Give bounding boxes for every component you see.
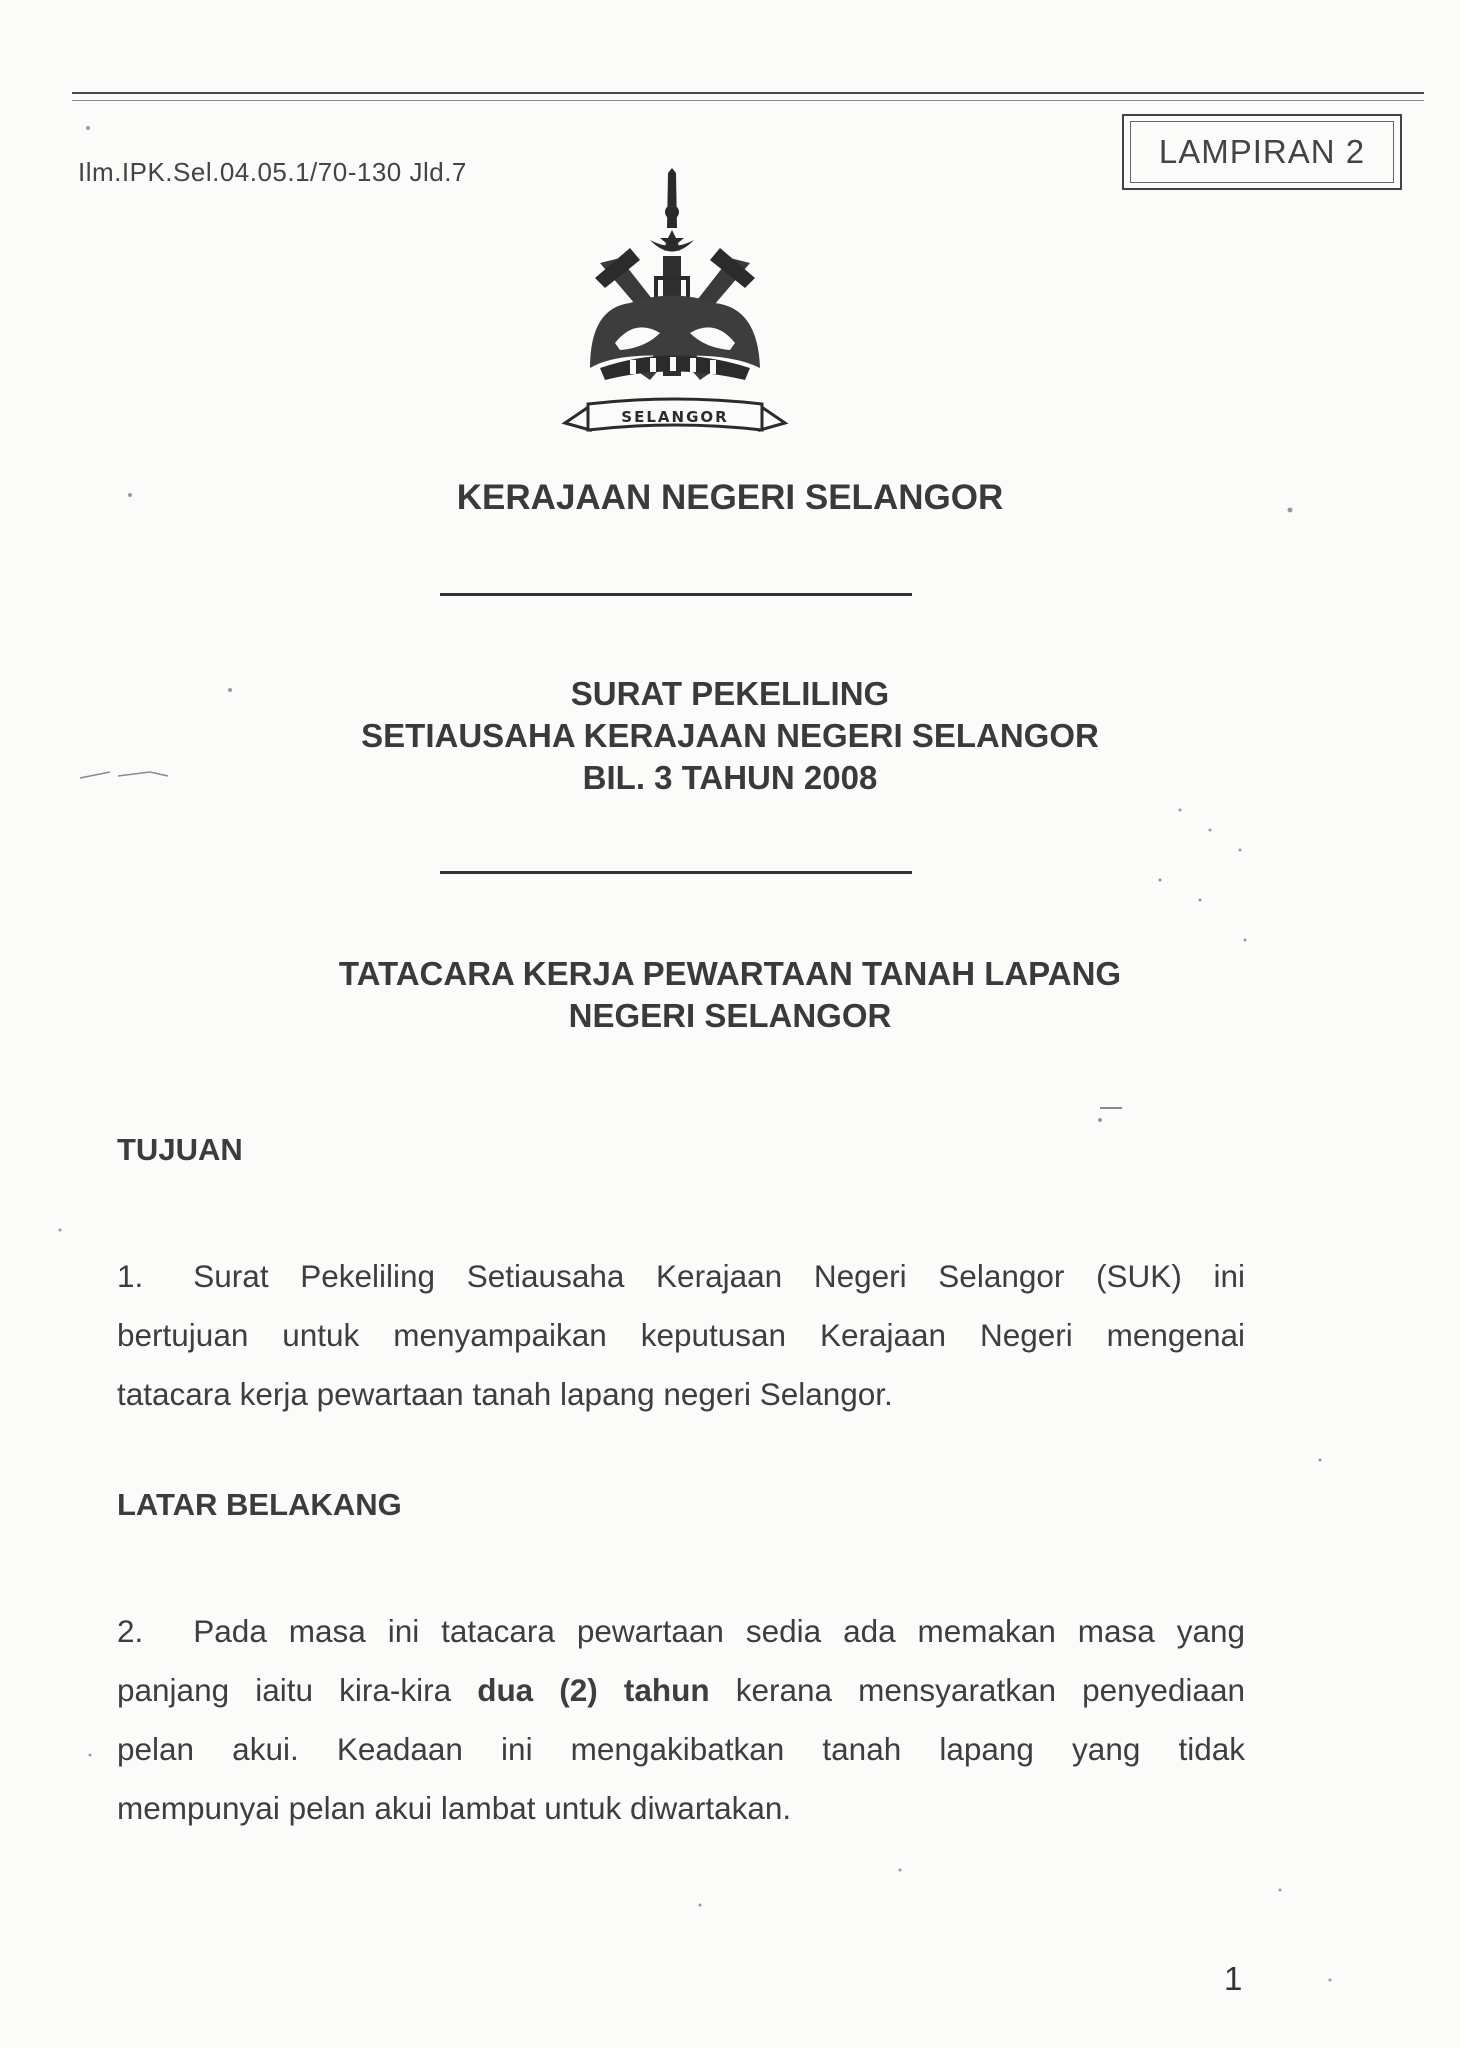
- paragraph-text: panjang iaitu kira-kira: [117, 1672, 478, 1708]
- selangor-crest-icon: [560, 168, 790, 448]
- top-border-rule: [72, 92, 1424, 94]
- paragraph-2: [117, 1602, 1245, 1838]
- page-number: 1: [1224, 1960, 1243, 1997]
- paragraph-number: 1.: [117, 1258, 144, 1294]
- subject-line1: TATACARA KERJA PEWARTAAN TANAH LAPANG: [338, 955, 1122, 992]
- paragraph-text: kerana mensyaratkan penyediaan: [709, 1672, 1245, 1708]
- top-border-rule-thin: [72, 100, 1424, 101]
- paragraph-1: [117, 1247, 1245, 1424]
- paragraph-2-line4: mempunyai pelan akui lambat untuk diwartakan.: [117, 1790, 792, 1826]
- government-title: KERAJAAN NEGERI SELANGOR: [456, 478, 1004, 517]
- lampiran-box: [1122, 114, 1402, 190]
- circular-divider: [440, 871, 912, 874]
- title-divider: [440, 593, 912, 596]
- paragraph-2-line3: pelan akui. Keadaan ini mengakibatkan tanah lapang yang tidak: [117, 1731, 1245, 1767]
- circular-number: BIL. 3 TAHUN 2008: [582, 759, 878, 796]
- section-heading-latar-belakang: LATAR BELAKANG: [117, 1487, 402, 1522]
- crest-banner-text: SELANGOR: [621, 408, 729, 426]
- paragraph-number: 2.: [117, 1613, 144, 1649]
- paragraph-text: Pada masa ini tatacara pewartaan sedia ada memakan masa yang: [193, 1613, 1245, 1649]
- reference-number: Ilm.IPK.Sel.04.05.1/70-130 Jld.7: [78, 157, 467, 187]
- circular-title-line2: SETIAUSAHA KERAJAAN NEGERI SELANGOR: [361, 717, 1099, 754]
- paragraph-text: Surat Pekeliling Setiausaha Kerajaan Negeri Selangor (SUK) ini: [193, 1258, 1245, 1294]
- lampiran-label: LAMPIRAN 2: [1130, 121, 1394, 183]
- paragraph-1-line2: bertujuan untuk menyampaikan keputusan Kerajaan Negeri mengenai: [117, 1317, 1245, 1353]
- paragraph-bold-text: dua (2) tahun: [477, 1672, 710, 1708]
- paragraph-1-line3: tatacara kerja pewartaan tanah lapang negeri Selangor.: [117, 1376, 893, 1412]
- circular-title-line1: SURAT PEKELILING: [570, 675, 890, 712]
- paragraph-1-line1: [117, 1247, 1245, 1306]
- paragraph-2-line1: [117, 1602, 1245, 1661]
- paragraph-2-line2: [117, 1661, 1245, 1720]
- section-heading-tujuan: TUJUAN: [117, 1132, 243, 1167]
- subject-line2: NEGERI SELANGOR: [568, 997, 892, 1034]
